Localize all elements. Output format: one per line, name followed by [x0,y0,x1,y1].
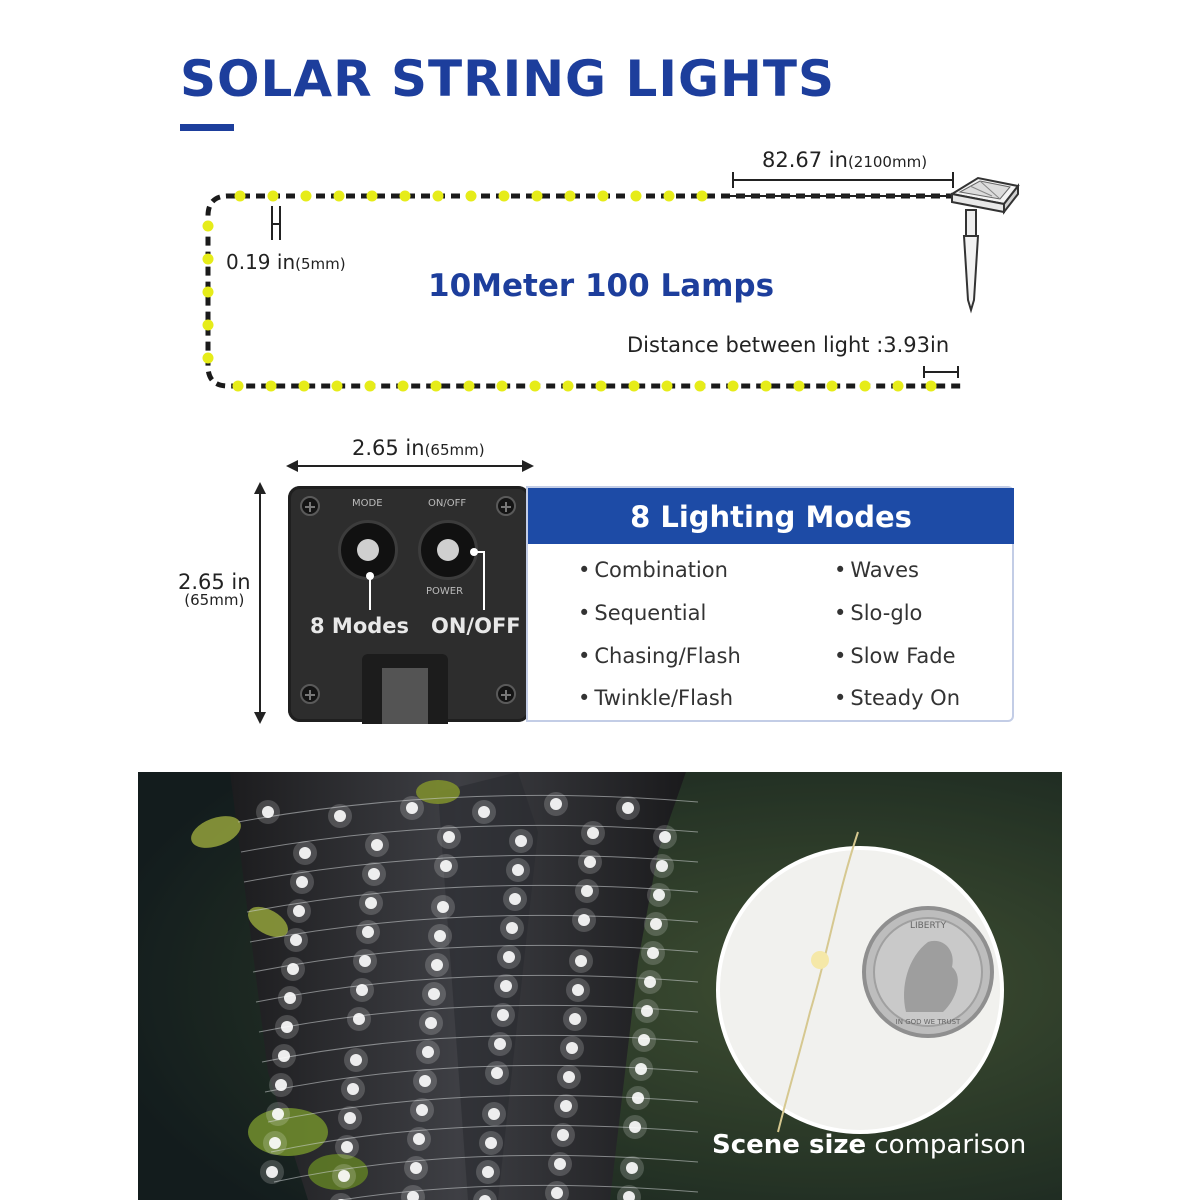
panel-wire-length-label: 82.67 in(2100mm) [762,148,928,172]
fairy-light-glow [431,895,455,919]
fairy-light-glow [263,1131,287,1155]
fairy-light-glow [575,879,599,903]
fairy-light-glow [256,800,280,824]
fairy-light-glow [635,999,659,1023]
page-title: SOLAR STRING LIGHTS [180,50,835,108]
fairy-light-glow [341,1077,365,1101]
fairy-light-glow [479,1131,503,1155]
fairy-light-glow [491,1003,515,1027]
fairy-light-glow [488,1032,512,1056]
controller-height-arrow [254,482,266,724]
fairy-light-glow [509,829,533,853]
fairy-light-glow [476,1160,500,1184]
bulb [301,191,312,202]
bulb [565,191,576,202]
quarter-coin-icon [864,908,992,1036]
fairy-light-glow [620,1156,644,1180]
bulb [563,381,574,392]
bulb [827,381,838,392]
bulb [728,381,739,392]
bulb [596,381,607,392]
lighting-modes-title: 8 Lighting Modes [630,500,912,534]
fairy-light-glow [269,1073,293,1097]
fairy-light-glow [554,1094,578,1118]
fairy-light-glow [287,899,311,923]
bulb [332,381,343,392]
spacing-label: Distance between light :3.93in [627,333,950,357]
fairy-light-glow [416,1040,440,1064]
string-headline: 10Meter 100 Lamps [428,268,775,304]
fairy-light-glow [566,978,590,1002]
fairy-light-glow [413,1069,437,1093]
bulb-size-marker [272,206,280,240]
coin-text: LIBERTY [909,921,947,931]
fairy-light-glow [569,949,593,973]
controller-width-arrow [286,460,534,472]
bulb [203,353,214,364]
fairy-light-glow [338,1106,362,1130]
bulb [400,191,411,202]
fairy-light-glow [365,833,389,857]
fairy-light-glow [497,945,521,969]
charge-switch[interactable] [362,654,448,724]
bulb [367,191,378,202]
bulb [598,191,609,202]
bulb [268,191,279,202]
bulb-size-label: 0.19 in(5mm) [226,250,346,274]
mode-item: • Combination [578,558,728,582]
fairy-light-glow [266,1102,290,1126]
bulb [530,381,541,392]
lighting-modes-header [528,488,1014,544]
spacing-marker [924,366,958,378]
fairy-light-glow [616,796,640,820]
fairy-light-glow [404,1156,428,1180]
controller-box [288,486,530,722]
onoff-tag: ON/OFF [428,498,467,509]
fairy-light-glow [281,957,305,981]
fairy-light-glow [563,1007,587,1031]
fairy-light-glow [272,1044,296,1068]
fairy-light-glow [356,920,380,944]
bulb [695,381,706,392]
bulb [761,381,772,392]
bulb [235,191,246,202]
bulb [794,381,805,392]
bulb [662,381,673,392]
fairy-light-glow [275,1015,299,1039]
fairy-light-glow [578,850,602,874]
power-tag: POWER [426,586,464,597]
fairy-light-glow [644,912,668,936]
fairy-light-glow [506,858,530,882]
fairy-light-glow [335,1135,359,1159]
bulb [203,287,214,298]
bulb [497,381,508,392]
fairy-light-glow [638,970,662,994]
fairy-light-glow [641,941,665,965]
fairy-light-glow [647,883,671,907]
modes-button-label: 8 Modes [310,614,410,638]
fairy-light-glow [572,908,596,932]
controller-width-label: 2.65 in(65mm) [352,436,485,460]
fairy-light-glow [422,982,446,1006]
fairy-light-glow [551,1123,575,1147]
fairy-light-glow [560,1036,584,1060]
fairy-light-glow [400,796,424,820]
fairy-light-glow [581,821,605,845]
bulb [629,381,640,392]
fairy-light-glow [485,1061,509,1085]
fairy-light-glow [653,825,677,849]
fairy-light-glow [419,1011,443,1035]
coin-text-2: IN GOD WE TRUST [895,1018,961,1026]
bulb [431,381,442,392]
bulb [203,254,214,265]
fairy-light-glow [293,841,317,865]
fairy-light-glow [290,870,314,894]
bulb [697,191,708,202]
bulb [203,320,214,331]
fairy-light-glow [425,953,449,977]
fairy-light-glow [347,1007,371,1031]
bulb [466,191,477,202]
fairy-light-glow [278,986,302,1010]
fairy-light-glow [437,825,461,849]
bulb [334,191,345,202]
solar-panel-icon [952,178,1018,310]
fairy-light-glow [407,1127,431,1151]
fairy-light-glow [482,1102,506,1126]
fairy-light-glow [548,1152,572,1176]
mode-item: • Twinkle/Flash [578,686,733,710]
bulb [266,381,277,392]
fairy-light-glow [328,804,352,828]
fairy-light-glow [332,1164,356,1188]
mode-item: • Waves [834,558,919,582]
mode-item: • Slo-glo [834,601,922,625]
fairy-light-glow [260,1160,284,1184]
bulb [926,381,937,392]
bulb [433,191,444,202]
bulb [860,381,871,392]
fairy-light-glow [503,887,527,911]
mode-item: • Sequential [578,601,706,625]
fairy-light-glow [623,1115,647,1139]
fairy-light-glow [284,928,308,952]
bulb [365,381,376,392]
fairy-light-glow [359,891,383,915]
lighting-modes-panel [526,486,1014,722]
bulb [464,381,475,392]
bulb [233,381,244,392]
bulb [398,381,409,392]
fairy-light-glow [494,974,518,998]
fairy-light-glow [410,1098,434,1122]
bulb [203,221,214,232]
fairy-light-glow [629,1057,653,1081]
fairy-light-glow [353,949,377,973]
mode-item: • Steady On [834,686,960,710]
fairy-light-glow [632,1028,656,1052]
bulb [893,381,904,392]
fairy-light-glow [626,1086,650,1110]
bulb [631,191,642,202]
bulb [299,381,310,392]
fairy-light-glow [557,1065,581,1089]
bulb [499,191,510,202]
photo-caption: Scene size comparison [712,1130,1027,1160]
controller-height-label: 2.65 in (65mm) [178,570,251,609]
fairy-light-glow [434,854,458,878]
fairy-light-glow [500,916,524,940]
mode-item: • Slow Fade [834,644,956,668]
fairy-light-glow [344,1048,368,1072]
onoff-label: ON/OFF [431,614,521,638]
fairy-light-glow [650,854,674,878]
fairy-light-glow [350,978,374,1002]
bulb [664,191,675,202]
fairy-light-glow [544,792,568,816]
fairy-light-glow [472,800,496,824]
mode-tag: MODE [352,498,383,509]
mode-item: • Chasing/Flash [578,644,741,668]
fairy-light-glow [362,862,386,886]
fairy-light-glow [428,924,452,948]
bulb [532,191,543,202]
